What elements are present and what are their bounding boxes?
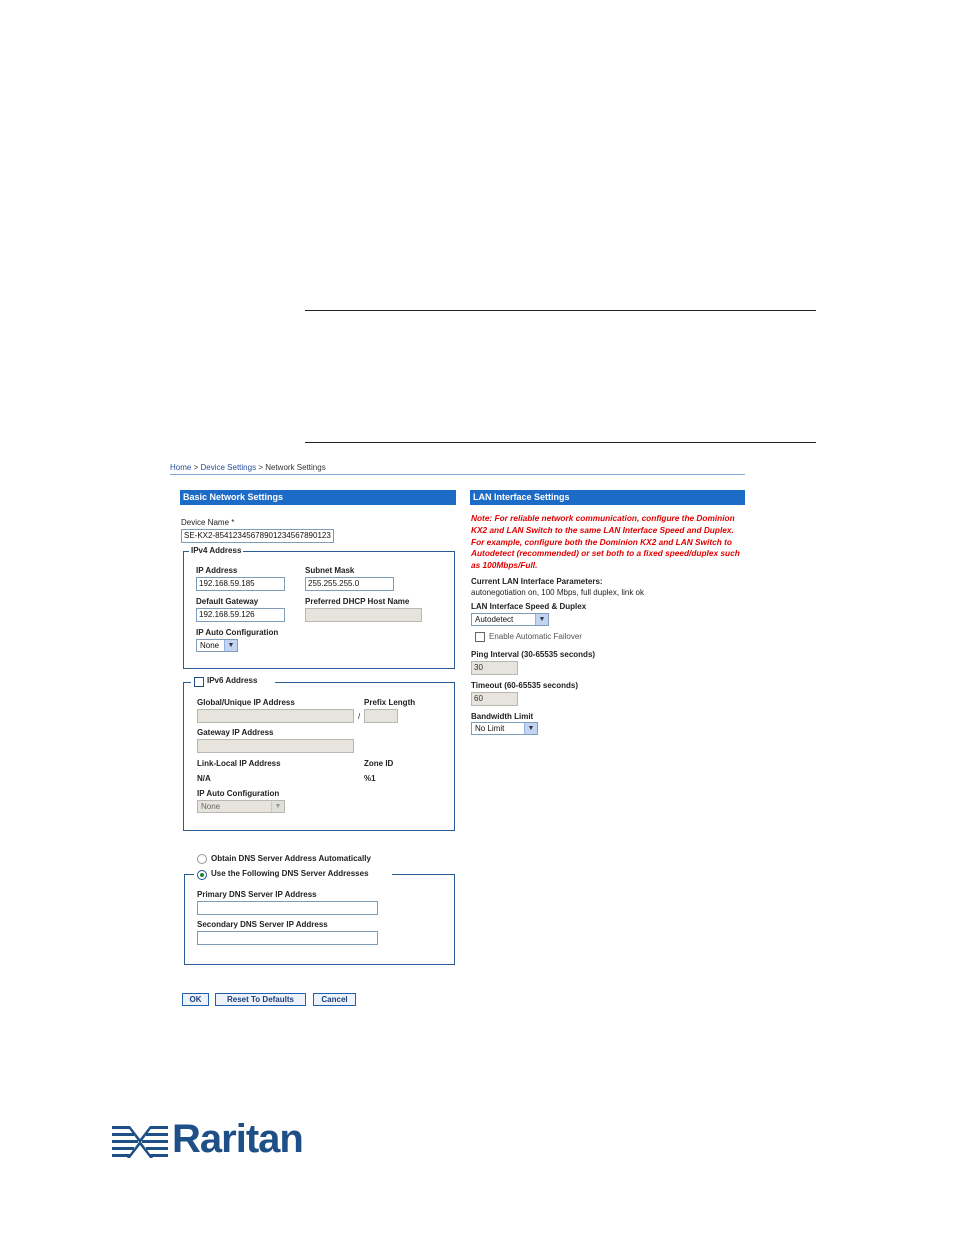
breadcrumb-home-link[interactable]: Home <box>170 463 192 472</box>
ipv4-ip-label: IP Address <box>196 566 238 575</box>
ipv6-auto-config-select[interactable] <box>197 800 285 813</box>
dns-legend <box>194 869 392 881</box>
bandwidth-limit-value: No Limit <box>475 724 505 733</box>
ipv4-legend: IPv4 Address <box>191 546 242 555</box>
top-rule <box>305 310 816 311</box>
chevron-down-icon: ▼ <box>271 801 284 812</box>
ipv4-auto-config-value: None <box>200 641 220 650</box>
link-local-label: Link-Local IP Address <box>197 759 281 768</box>
ipv4-auto-config-select[interactable] <box>196 639 238 652</box>
ok-button[interactable]: OK <box>182 993 209 1006</box>
primary-dns-field[interactable] <box>197 901 378 915</box>
ping-interval-field[interactable]: 30 <box>471 661 518 675</box>
ipv6-legend-label: IPv6 Address <box>207 676 258 685</box>
default-gateway-label: Default Gateway <box>196 597 259 606</box>
lan-speed-label: LAN Interface Speed & Duplex <box>471 602 587 611</box>
cancel-button[interactable]: Cancel <box>313 993 356 1006</box>
basic-network-settings-header: Basic Network Settings <box>180 490 456 505</box>
lan-speed-value: Autodetect <box>475 615 514 624</box>
prefix-slash: / <box>358 712 361 721</box>
timeout-label: Timeout (60-65535 seconds) <box>471 681 579 690</box>
breadcrumb-separator: > <box>258 463 263 472</box>
raritan-emblem-icon <box>110 1122 170 1162</box>
breadcrumb-current: Network Settings <box>265 463 326 472</box>
ipv6-gateway-field[interactable] <box>197 739 354 753</box>
lan-speed-select[interactable] <box>471 613 549 626</box>
global-ip-label: Global/Unique IP Address <box>197 698 295 707</box>
radio-selected-dot <box>200 873 204 877</box>
primary-dns-label: Primary DNS Server IP Address <box>197 890 317 899</box>
prefix-length-label: Prefix Length <box>364 698 416 707</box>
zone-id-value: %1 <box>364 774 376 783</box>
secondary-dns-field[interactable] <box>197 931 378 945</box>
ipv6-auto-config-value: None <box>201 802 221 811</box>
dhcp-host-name-label: Preferred DHCP Host Name <box>305 597 410 606</box>
use-dns-radio[interactable] <box>197 870 207 880</box>
link-local-value: N/A <box>197 774 211 783</box>
chevron-down-icon: ▼ <box>224 640 237 651</box>
chevron-down-icon: ▼ <box>535 614 548 625</box>
current-lan-params-label: Current LAN Interface Parameters: <box>471 577 603 586</box>
bandwidth-limit-select[interactable] <box>471 722 538 735</box>
lan-interface-settings-header: LAN Interface Settings <box>470 490 745 505</box>
zone-id-label: Zone ID <box>364 759 394 768</box>
global-ip-field[interactable] <box>197 709 354 723</box>
ipv6-legend <box>191 676 275 688</box>
prefix-length-field[interactable] <box>364 709 398 723</box>
ping-interval-label: Ping Interval (30-65535 seconds) <box>471 650 596 659</box>
timeout-field[interactable]: 60 <box>471 692 518 706</box>
raritan-wordmark: Raritan <box>172 1117 303 1161</box>
breadcrumb-device-settings-link[interactable]: Device Settings <box>200 463 257 472</box>
device-name-label: Device Name * <box>181 518 235 527</box>
secondary-dns-label: Secondary DNS Server IP Address <box>197 920 328 929</box>
bottom-rule <box>305 442 816 443</box>
failover-checkbox[interactable] <box>475 632 485 642</box>
lan-note: Note: For reliable network communication, configure the Dominion KX2 and LAN Switch to the same LAN Interface Speed and Duplex. For example, configure both the Dominion KX2 and LAN Switch to Autodetect (recommended) or set both to a fixed speed/duplex such as 100Mbps/Full. <box>471 513 740 571</box>
reset-to-defaults-button[interactable]: Reset To Defaults <box>215 993 306 1006</box>
failover-label: Enable Automatic Failover <box>489 632 582 641</box>
use-dns-label: Use the Following DNS Server Addresses <box>211 869 369 878</box>
ipv6-auto-config-label: IP Auto Configuration <box>197 789 280 798</box>
default-gateway-field[interactable]: 192.168.59.126 <box>196 608 285 622</box>
breadcrumb-separator: > <box>193 463 199 472</box>
current-lan-params-value: autonegotiation on, 100 Mbps, full duplex, link ok <box>471 588 645 597</box>
ipv4-auto-config-label: IP Auto Configuration <box>196 628 279 637</box>
obtain-dns-radio[interactable] <box>197 854 207 864</box>
ipv6-enable-checkbox[interactable] <box>194 677 204 687</box>
breadcrumb-divider <box>170 474 745 475</box>
chevron-down-icon: ▼ <box>524 723 537 734</box>
ipv4-ip-field[interactable]: 192.168.59.185 <box>196 577 285 591</box>
subnet-mask-field[interactable]: 255.255.255.0 <box>305 577 394 591</box>
raritan-logo <box>110 1117 310 1164</box>
bandwidth-limit-label: Bandwidth Limit <box>471 712 534 721</box>
device-name-field[interactable]: SE-KX2-85412345678901234567890123 <box>181 529 334 543</box>
dhcp-host-name-field[interactable] <box>305 608 422 622</box>
obtain-dns-label: Obtain DNS Server Address Automatically <box>211 854 371 863</box>
subnet-mask-label: Subnet Mask <box>305 566 355 575</box>
breadcrumb <box>170 463 326 472</box>
ipv6-gateway-label: Gateway IP Address <box>197 728 274 737</box>
